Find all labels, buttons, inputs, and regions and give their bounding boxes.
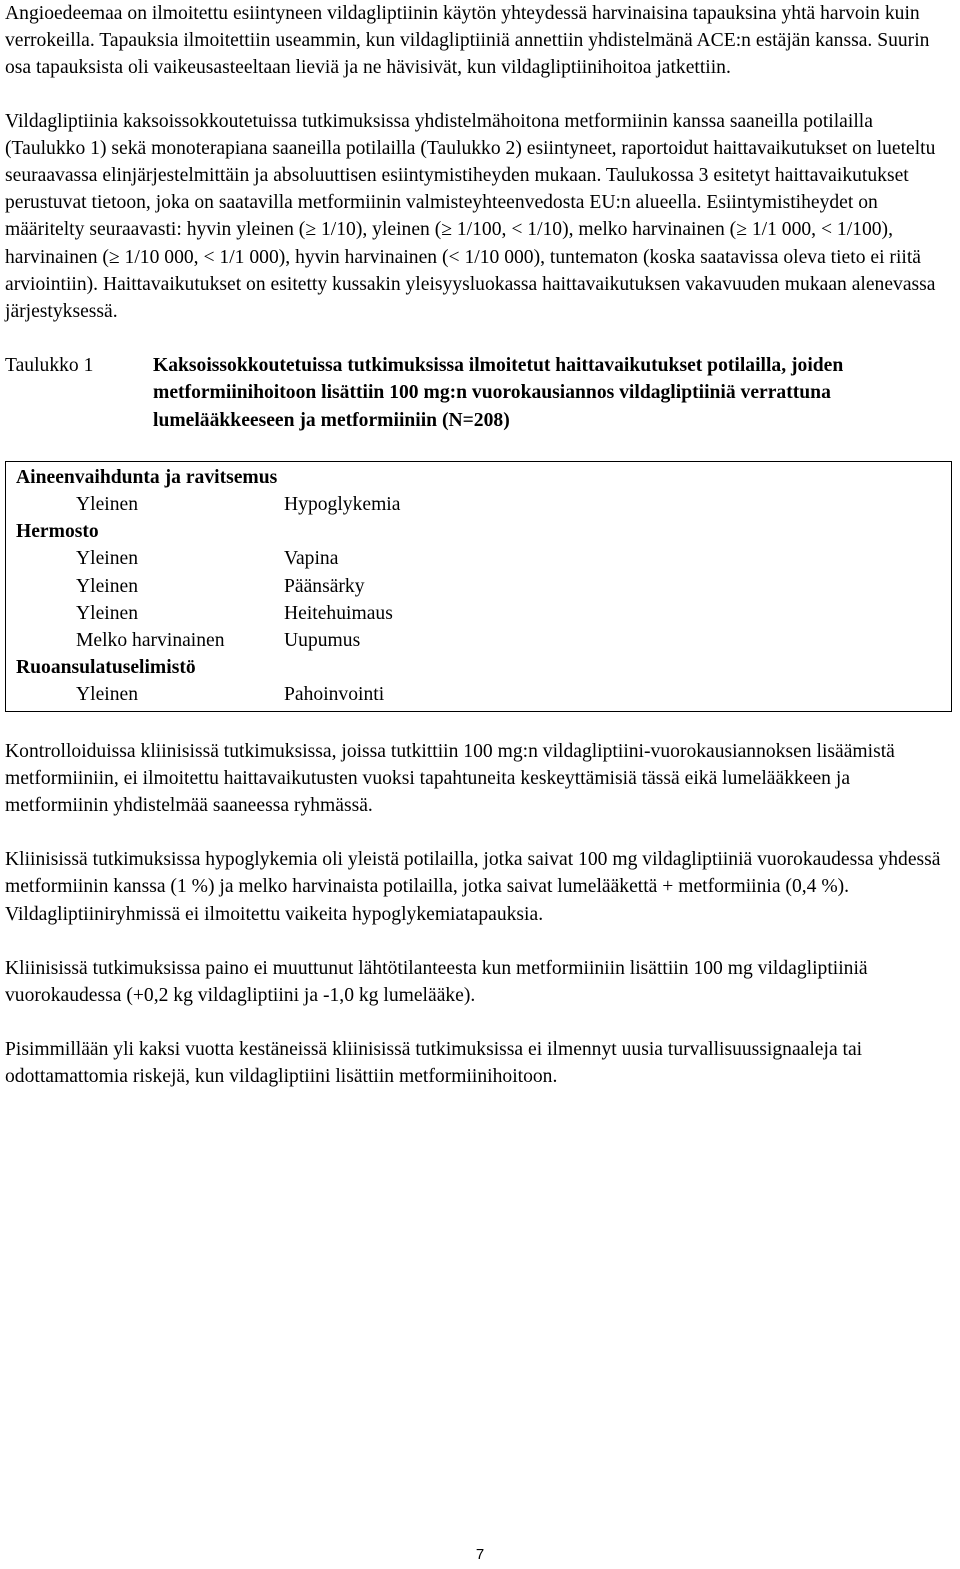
organ-class-heading: Ruoansulatuselimistö bbox=[16, 657, 196, 679]
table-caption bbox=[5, 352, 955, 434]
frequency-cell: Yleinen bbox=[76, 575, 139, 597]
paragraph-frequency-definitions: Vildagliptiinia kaksoissokkoutetuissa tutkimuksissa yhdistelmähoitona metformiinin kanssa saaneilla potilailla (Taulukko 1) sekä monoterapiana saaneilla potilailla (Taulukko 2) esiintyneet, raportoidut haittavaikutukset on lueteltu seuraavassa elinjärjestelmittäin ja absoluuttisen esiintymistiheyden mukaan. Taulukossa 3 esitetyt haittavaikutukset perustuvat tietoon, joka on saatavilla metformiinin valmisteyhteenvedosta EU:n alueella. Esiintymistiheydet on määritelty seuraavasti: hyvin yleinen (≥ 1/10), yleinen (≥ 1/100, < 1/10), melko harvinainen (≥ 1/1 000, < 1/100), harvinainen (≥ 1/10 000, < 1/1 000), hyvin harvinainen (< 1/10 000), tuntematon (koska saatavissa oleva tieto ei riitä arviointiin). Haittavaikutukset on esitetty kussakin yleisyysluokassa haittavaikutuksen vakavuuden mukaan alenevassa järjestyksessä. bbox=[5, 110, 936, 323]
table-row bbox=[16, 545, 951, 572]
reaction-cell: Vapina bbox=[284, 548, 339, 570]
reaction-cell: Hypoglykemia bbox=[284, 494, 401, 516]
paragraph-weight: Kliinisissä tutkimuksissa paino ei muuttunut lähtötilanteesta kun metformiiniin lisättiin 100 mg vildagliptiiniä vuorokaudessa (+0,2 kg vildagliptiini ja -1,0 kg lumelääke). bbox=[5, 957, 868, 1006]
table-caption-title: Kaksoissokkoutetuissa tutkimuksissa ilmoitetut haittavaikutukset potilailla, joiden metformiinihoitoon lisättiin 100 mg:n vuorokausiannos vildagliptiiniä verrattuna lumelääkkeeseen ja metformiiniin (N=208) bbox=[153, 355, 844, 431]
frequency-cell: Yleinen bbox=[76, 494, 139, 516]
paragraph-long-term-safety: Pisimmillään yli kaksi vuotta kestäneissä kliinisissä tutkimuksissa ei ilmennyt uusia turvallisuussignaaleja tai odottamattomia riskejä, kun vildagliptiini lisättiin metformiinihoitoon. bbox=[5, 1039, 863, 1088]
frequency-cell: Melko harvinainen bbox=[76, 629, 225, 651]
organ-class-heading: Aineenvaihdunta ja ravitsemus bbox=[16, 466, 278, 488]
document-page bbox=[5, 0, 955, 1091]
reaction-cell: Uupumus bbox=[284, 629, 361, 651]
adverse-reactions-table bbox=[5, 461, 952, 712]
frequency-cell: Yleinen bbox=[76, 684, 139, 706]
table-row bbox=[16, 573, 951, 600]
table-row bbox=[16, 627, 951, 654]
table-row bbox=[16, 600, 951, 627]
organ-class-heading: Hermosto bbox=[16, 521, 99, 543]
table-row bbox=[16, 491, 951, 518]
reaction-cell: Pahoinvointi bbox=[284, 684, 385, 706]
frequency-cell: Yleinen bbox=[76, 602, 139, 624]
paragraph-hypoglycemia: Kliinisissä tutkimuksissa hypoglykemia oli yleistä potilailla, jotka saivat 100 mg vildagliptiiniä vuorokaudessa yhdessä metformiinin kanssa (1 %) ja melko harvinaista potilailla, jotka saivat lumelääkettä + metformiinia (0,4 %). Vildagliptiiniryhmissä ei ilmoitettu vaikeita hypoglykemiatapauksia. bbox=[5, 849, 941, 925]
paragraph-discontinuation: Kontrolloiduissa kliinisissä tutkimuksissa, joissa tutkittiin 100 mg:n vildagliptiini-vuorokausiannoksen lisäämistä metformiiniin, ei ilmoitettu haittavaikutusten vuoksi tapahtuneita keskeyttämisiä tässä eikä lumelääkkeen ja metformiinin yhdistelmää saaneessa ryhmässä. bbox=[5, 740, 895, 816]
paragraph-angioedema: Angioedeemaa on ilmoitettu esiintyneen vildagliptiinin käytön yhteydessä harvinaisina tapauksina yhtä harvoin kuin verrokeilla. Tapauksia ilmoitettiin useammin, kun vildagliptiiniä annettiin yhdistelmänä ACE:n estäjän kanssa. Suurin osa tapauksista oli vaikeusasteeltaan lieviä ja ne hävisivät, kun vildagliptiinihoitoa jatkettiin. bbox=[5, 3, 930, 79]
table-row bbox=[16, 681, 951, 708]
reaction-cell: Heitehuimaus bbox=[284, 602, 393, 624]
table-caption-label: Taulukko 1 bbox=[5, 355, 94, 377]
frequency-cell: Yleinen bbox=[76, 548, 139, 570]
page-number: 7 bbox=[475, 1546, 485, 1563]
reaction-cell: Päänsärky bbox=[284, 575, 365, 597]
